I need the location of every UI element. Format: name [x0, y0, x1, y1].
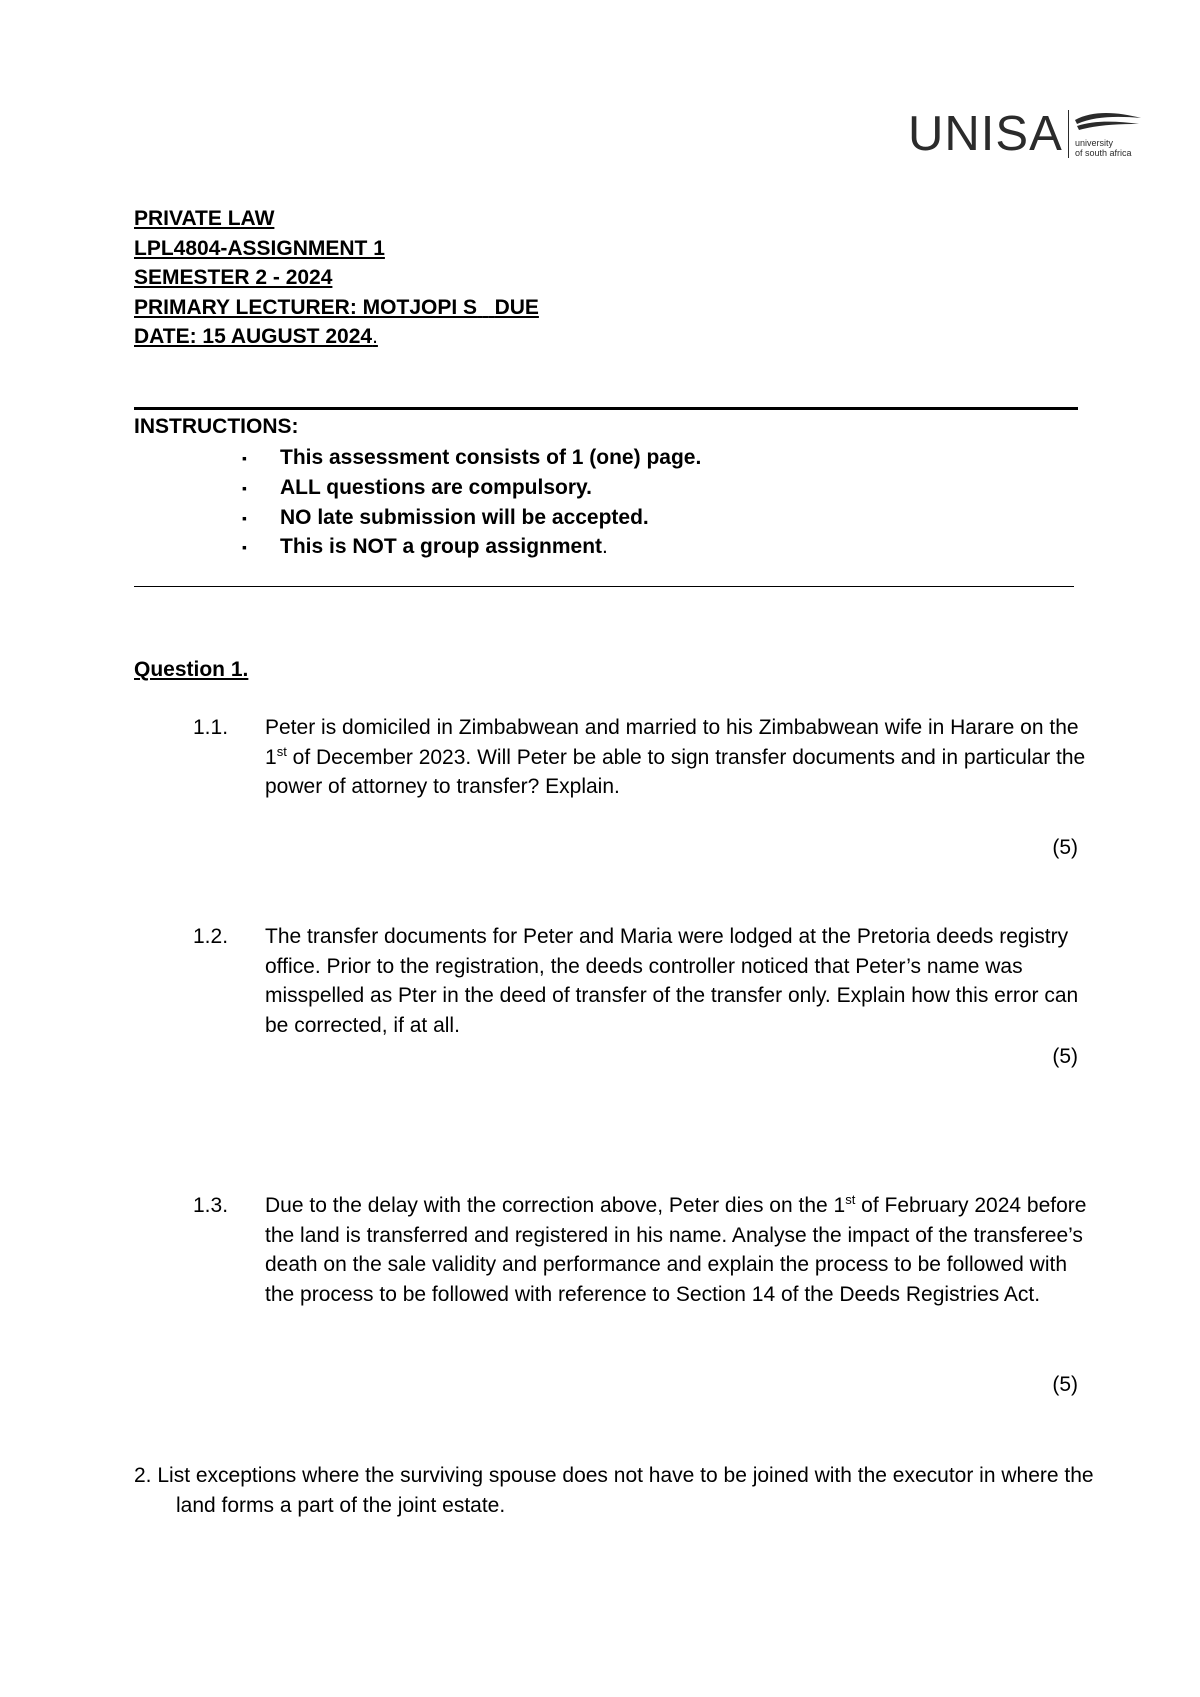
- question-1-2-number: 1.2.: [193, 925, 229, 948]
- instruction-item: [242, 503, 649, 533]
- lecturer: PRIMARY LECTURER: MOTJOPI S: [134, 296, 478, 319]
- question-1-3-text: [265, 1191, 1095, 1309]
- instruction-text: This is NOT a group assignment: [280, 535, 603, 558]
- logo-subtitle-line1: university: [1075, 138, 1114, 148]
- bullet-icon: ▪: [242, 480, 247, 497]
- assignment-code: LPL4804-ASSIGNMENT 1: [134, 237, 385, 260]
- q13-text-part2: of February 2024 before the land is transferred and registered in his name. Analyse the impact of the transferee’s death on the sale validity and performance and explain the process to be followed with the process to be followed with reference to Section 14 of the Deeds Registries Act.: [265, 1194, 1087, 1306]
- instruction-item: [242, 532, 608, 562]
- course-title: PRIVATE LAW: [134, 207, 275, 230]
- q13-text-part1: Due to the delay with the correction above, Peter dies on the 1: [265, 1194, 846, 1217]
- logo-wordmark: UNISA: [908, 107, 1063, 161]
- logo-subtitle-line2: of south africa: [1075, 148, 1132, 158]
- question-2-text: 2. List exceptions where the surviving spouse does not have to be joined with the executor in where the land forms a part of the joint estate.: [134, 1464, 1094, 1517]
- swoosh-icon: [1073, 108, 1143, 138]
- semester: SEMESTER 2 - 2024: [134, 266, 333, 289]
- instruction-item: [242, 443, 701, 473]
- question-1-1-number: 1.1.: [193, 716, 229, 739]
- lecturer-line: [134, 293, 539, 323]
- due-label: DUE: [494, 296, 539, 319]
- thin-divider: [134, 586, 1074, 587]
- q11-text-part1: Peter is domiciled in Zimbabwean and married to his Zimbabwean wife in Harare on the 1: [265, 716, 1079, 769]
- question-1-3-marks: (5): [1052, 1373, 1078, 1396]
- question-1-2-text: The transfer documents for Peter and Maria were lodged at the Pretoria deeds registry office. Prior to the registration, the deeds controller noticed that Peter’s name was misspelled as Pter in the deed of transfer of the transfer only. Explain how this error can be corrected, if at all.: [265, 925, 1079, 1037]
- instruction-text: This assessment consists of 1 (one) page.: [280, 446, 702, 469]
- bullet-icon: ▪: [242, 539, 247, 556]
- bullet-icon: ▪: [242, 510, 247, 527]
- q11-text-part2: of December 2023. Will Peter be able to sign transfer documents and in particular the power of attorney to transfer? Explain.: [265, 745, 1086, 798]
- unisa-logo: [908, 104, 1148, 164]
- thick-divider: [134, 407, 1078, 410]
- instructions-title: INSTRUCTIONS:: [134, 415, 299, 438]
- bullet-icon: ▪: [242, 450, 247, 467]
- due-date-line: [134, 322, 378, 352]
- instruction-text: ALL questions are compulsory.: [280, 476, 592, 499]
- q13-superscript: st: [845, 1192, 856, 1207]
- question-1-3-number: 1.3.: [193, 1194, 229, 1217]
- instruction-text: NO late submission will be accepted.: [280, 506, 649, 529]
- due-date-period: .: [372, 325, 378, 348]
- q11-superscript: st: [276, 743, 287, 759]
- question-1-2-marks: (5): [1052, 1045, 1078, 1068]
- instruction-suffix: .: [602, 535, 608, 558]
- due-date: DATE: 15 AUGUST 2024: [134, 325, 373, 348]
- logo-divider: [1068, 110, 1069, 158]
- question-1-1-marks: (5): [1052, 836, 1078, 859]
- logo-subtitle: [1075, 138, 1132, 158]
- question-1-1-text: [265, 713, 1095, 802]
- instruction-item: [242, 473, 592, 503]
- question-1-title: Question 1.: [134, 658, 249, 681]
